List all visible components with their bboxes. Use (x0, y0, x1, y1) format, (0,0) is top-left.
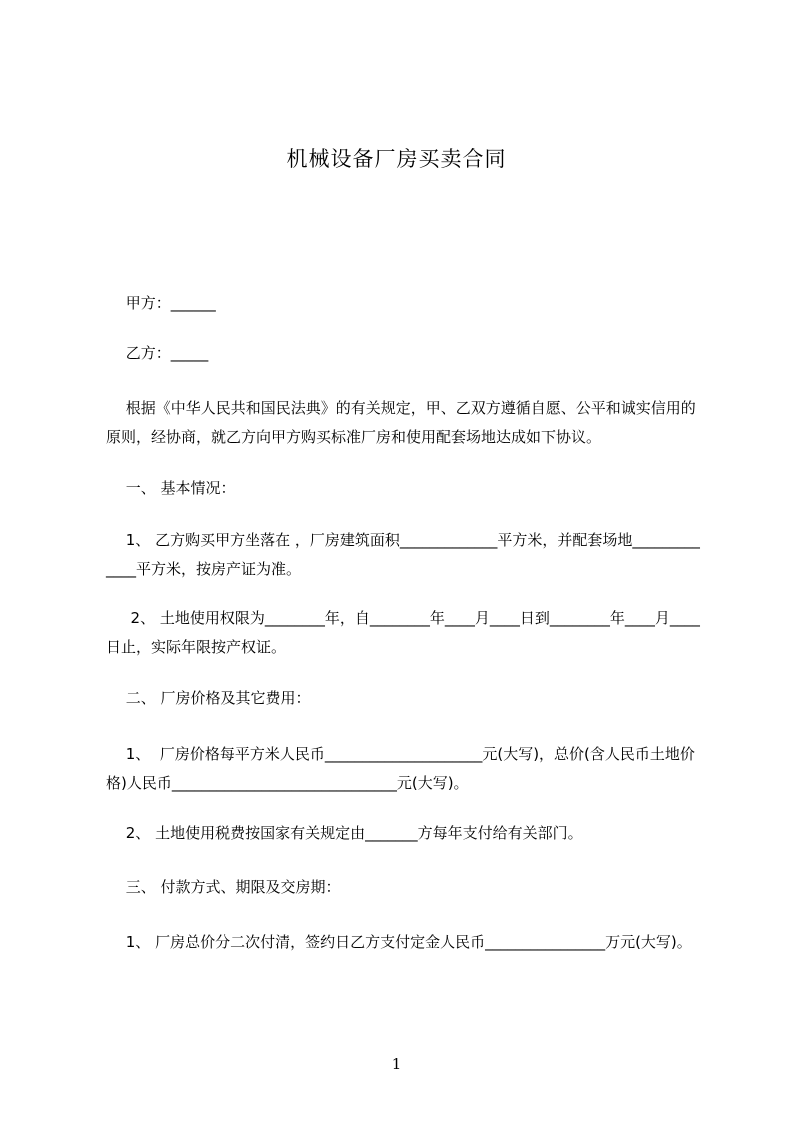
section-1-heading: 一、 基本情况： (106, 479, 236, 497)
section-3-heading: 三、 付款方式、期限及交房期： (106, 878, 341, 896)
section-3-item-1: 1、 厂房总价分二次付清，签约日乙方支付定金人民币________________万元(大写)。 (106, 933, 692, 951)
section-2-item-2: 2、 土地使用税费按国家有关规定由_______方每年支付给有关部门。 (106, 824, 583, 842)
page-number: 1 (391, 1055, 402, 1073)
party-a-line: 甲方：______ (106, 294, 216, 312)
section-2-heading: 二、 厂房价格及其它费用： (106, 689, 311, 707)
document-title: 机械设备厂房买卖合同 (286, 147, 507, 171)
section-2-item-1: 1、 厂房价格每平方米人民币_____________________元(大写)，总价(含人民币土地价格)人民币______________________________元(大写)。 (106, 745, 695, 792)
section-1-item-1: 1、 乙方购买甲方坐落在 ，厂房建筑面积_____________平方米，并配套场地_____________平方米，按房产证为准。 (106, 531, 700, 578)
party-b-line: 乙方：_____ (106, 344, 209, 362)
intro-paragraph: 根据《中华人民共和国民法典》的有关规定，甲、乙双方遵循自愿、公平和诚实信用的原则，经协商，就乙方向甲方购买标准厂房和使用配套场地达成如下协议。 (106, 399, 696, 446)
section-1-item-2: 2、 土地使用权限为________年，自________年____月____日到________年____月____日止，实际年限按产权证。 (106, 609, 700, 656)
